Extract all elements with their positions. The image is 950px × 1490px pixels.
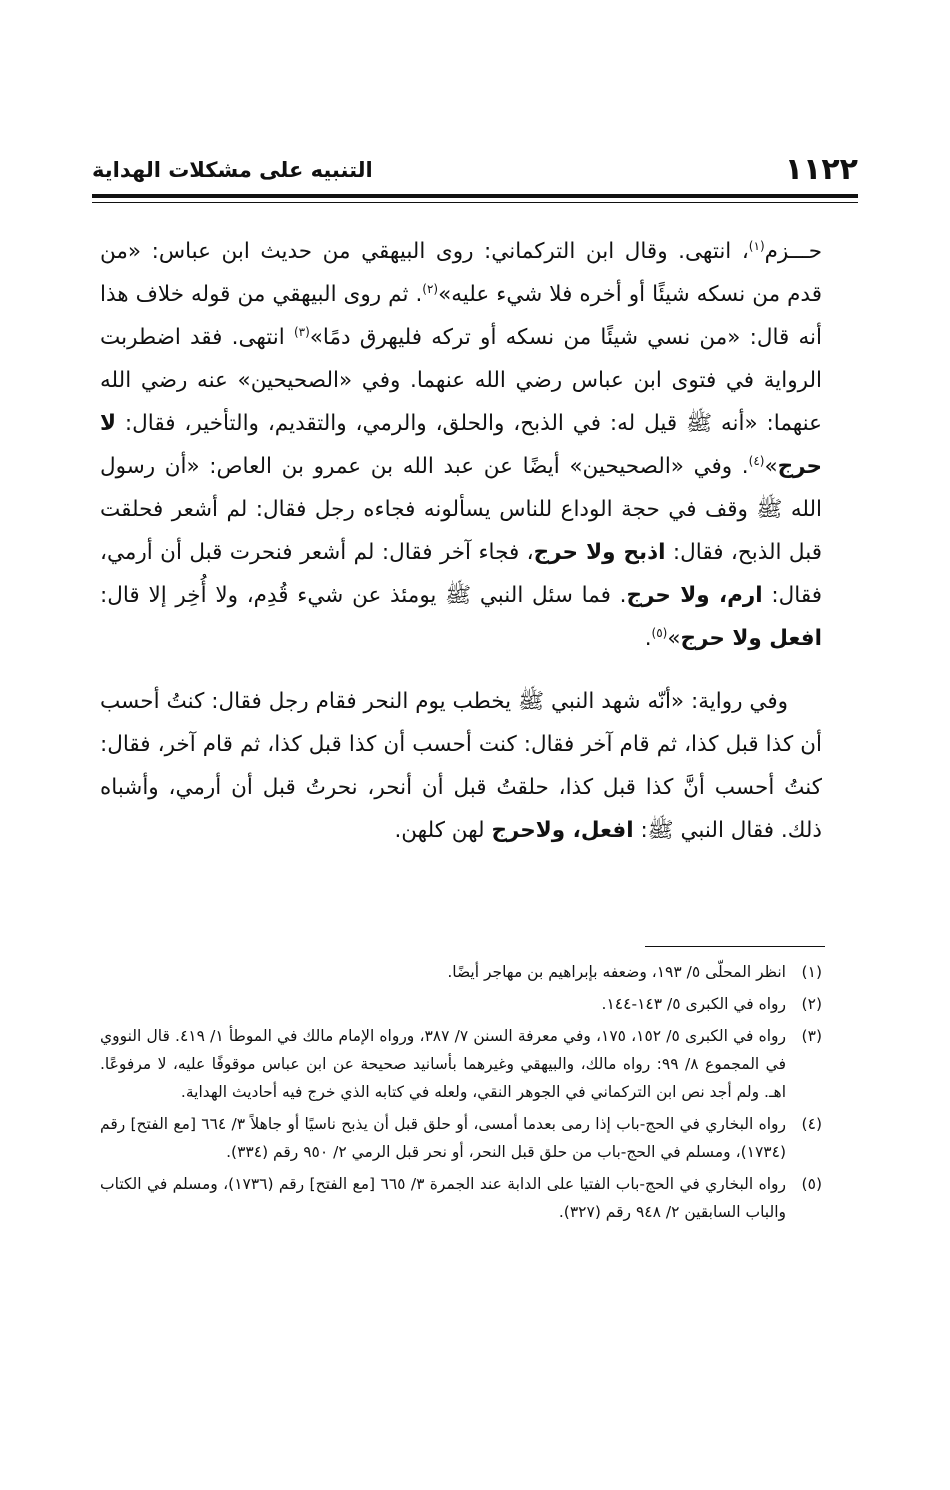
footnote-number: (٥): [801, 1175, 822, 1193]
paragraph-1: [100, 230, 822, 660]
footnote: [100, 990, 822, 1018]
footnote-text: رواه البخاري في الحج-باب إذا رمى بعدما أمسى، أو حلق قبل أن يذبح ناسيًا أو جاهلاً ٣/ ٦٦٤ [مع الفتح] رقم (١٧٣٤)، ومسلم في الحج-باب من حلق قبل النحر، أو نحر قبل الرمي ٢/ ٩٥٠ رقم (٣٣٤).: [100, 1115, 786, 1161]
bold-phrase: افعل، ولاحرج: [491, 818, 634, 843]
footnote-ref-5: (٥): [651, 625, 668, 640]
text-run: حـــزم: [764, 239, 822, 264]
footnote-number: (٤): [801, 1115, 822, 1133]
header-rule-thick: [92, 194, 858, 198]
bold-phrase: اذبح ولا حرج: [533, 540, 666, 565]
footnote-ref-1: (١): [748, 238, 765, 253]
bold-phrase: ارم، ولا حرج: [626, 583, 763, 608]
text-run: وفي رواية: «أنّه شهد النبي ﷺ يخطب يوم النحر فقام رجل فقال: كنتُ أحسب أن كذا قبل كذا، ثم قام آخر فقال: كنت أحسب أن كذا قبل كذا، ثم قام آخر، فقال: كنتُ أحسب أنَّ كذا قبل كذا، حلقتُ قبل أن أنحر، نحرتُ قبل أن أرمي، وأشباه ذلك. فقال النبي ﷺ:: [100, 689, 822, 843]
footnote-number: (١): [801, 963, 822, 981]
text-run: ، فجاء آخر فقال: لم أشعر فنحرت قبل أن أرمي، فقال:: [100, 540, 822, 608]
text-run: »: [667, 626, 681, 651]
text-run: . وفي «الصحيحين» أيضًا عن عبد الله بن عمرو بن العاص: «أن رسول الله ﷺ وقف في حجة الوداع للناس يسألونه فجاءه رجل فقال: لم أشعر فحلقت قبل الذبح، فقال:: [100, 454, 822, 565]
footnote: [100, 1110, 822, 1166]
text-run: .: [644, 626, 652, 651]
paragraph-2: [100, 680, 822, 852]
footnote: [100, 1022, 822, 1106]
page-header: [92, 150, 858, 190]
main-text: [100, 230, 822, 852]
page-number: ١١٢٢: [784, 152, 858, 187]
text-run: ، انتهى. وقال ابن التركماني: روى البيهقي من حديث ابن عباس: «من قدم من نسكه شيئًا أو أخره فلا شيء عليه»: [100, 239, 822, 307]
footnote-text: رواه في الكبرى ٥/ ١٤٣-١٤٤.: [601, 995, 786, 1013]
footnote: [100, 1170, 822, 1226]
text-run: لهن كلهن.: [394, 818, 492, 843]
text-run: »: [764, 454, 778, 479]
footnote-ref-2: (٢): [422, 281, 439, 296]
footnote-text: انظر المحلّى ٥/ ١٩٣، وضعفه بإبراهيم بن مهاجر أيضًا.: [447, 963, 786, 981]
running-title: التنبيه على مشكلات الهداية: [92, 158, 373, 182]
text-run: انتهى. فقد اضطربت الرواية في فتوى ابن عباس رضي الله عنهما. وفي «الصحيحين» عنه رضي الله عنهما: «أنه ﷺ قيل له: في الذبح، والحلق، والرمي، والتقديم، والتأخير، فقال:: [100, 325, 822, 436]
footnote-text: رواه البخاري في الحج-باب الفتيا على الدابة عند الجمرة ٣/ ٦٦٥ [مع الفتح] رقم (١٧٣٦)، ومسلم في الكتاب والباب السابقين ٢/ ٩٤٨ رقم (٣٢٧).: [100, 1175, 786, 1221]
text-run: . فما سئل النبي ﷺ يومئذ عن شيء قُدِم، ولا أُخِر إلا قال:: [100, 583, 627, 608]
bold-phrase: افعل ولا حرج: [680, 626, 822, 651]
header-rule-thin: [92, 202, 858, 203]
footnote-number: (٢): [801, 995, 822, 1013]
footnote-separator: [645, 946, 825, 947]
text-run: . ثم روى البيهقي من قوله خلاف هذا أنه قال: «من نسي شيئًا من نسكه أو تركه فليهرق دمًا»: [100, 282, 822, 350]
footnote-number: (٣): [801, 1027, 822, 1045]
footnote-ref-3: (٣): [293, 324, 310, 339]
footnotes: [100, 958, 822, 1230]
footnote-ref-4: (٤): [748, 453, 765, 468]
footnote: [100, 958, 822, 986]
bold-phrase: لا حرج: [100, 411, 822, 479]
footnote-text: رواه في الكبرى ٥/ ١٥٢، ١٧٥، وفي معرفة السنن ٧/ ٣٨٧، ورواه الإمام مالك في الموطأ ١/ ٤١٩. قال النووي في المجموع ٨/ ٩٩: رواه مالك، والبيهقي وغيرهما بأسانيد صحيحة عن ابن عباس موقوفًا عليه، لا مرفوعًا. اهـ. ولم أجد نص ابن التركماني في الجوهر النقي، ولعله في كتابه الذي خرج فيه أحاديث الهداية.: [100, 1027, 787, 1101]
